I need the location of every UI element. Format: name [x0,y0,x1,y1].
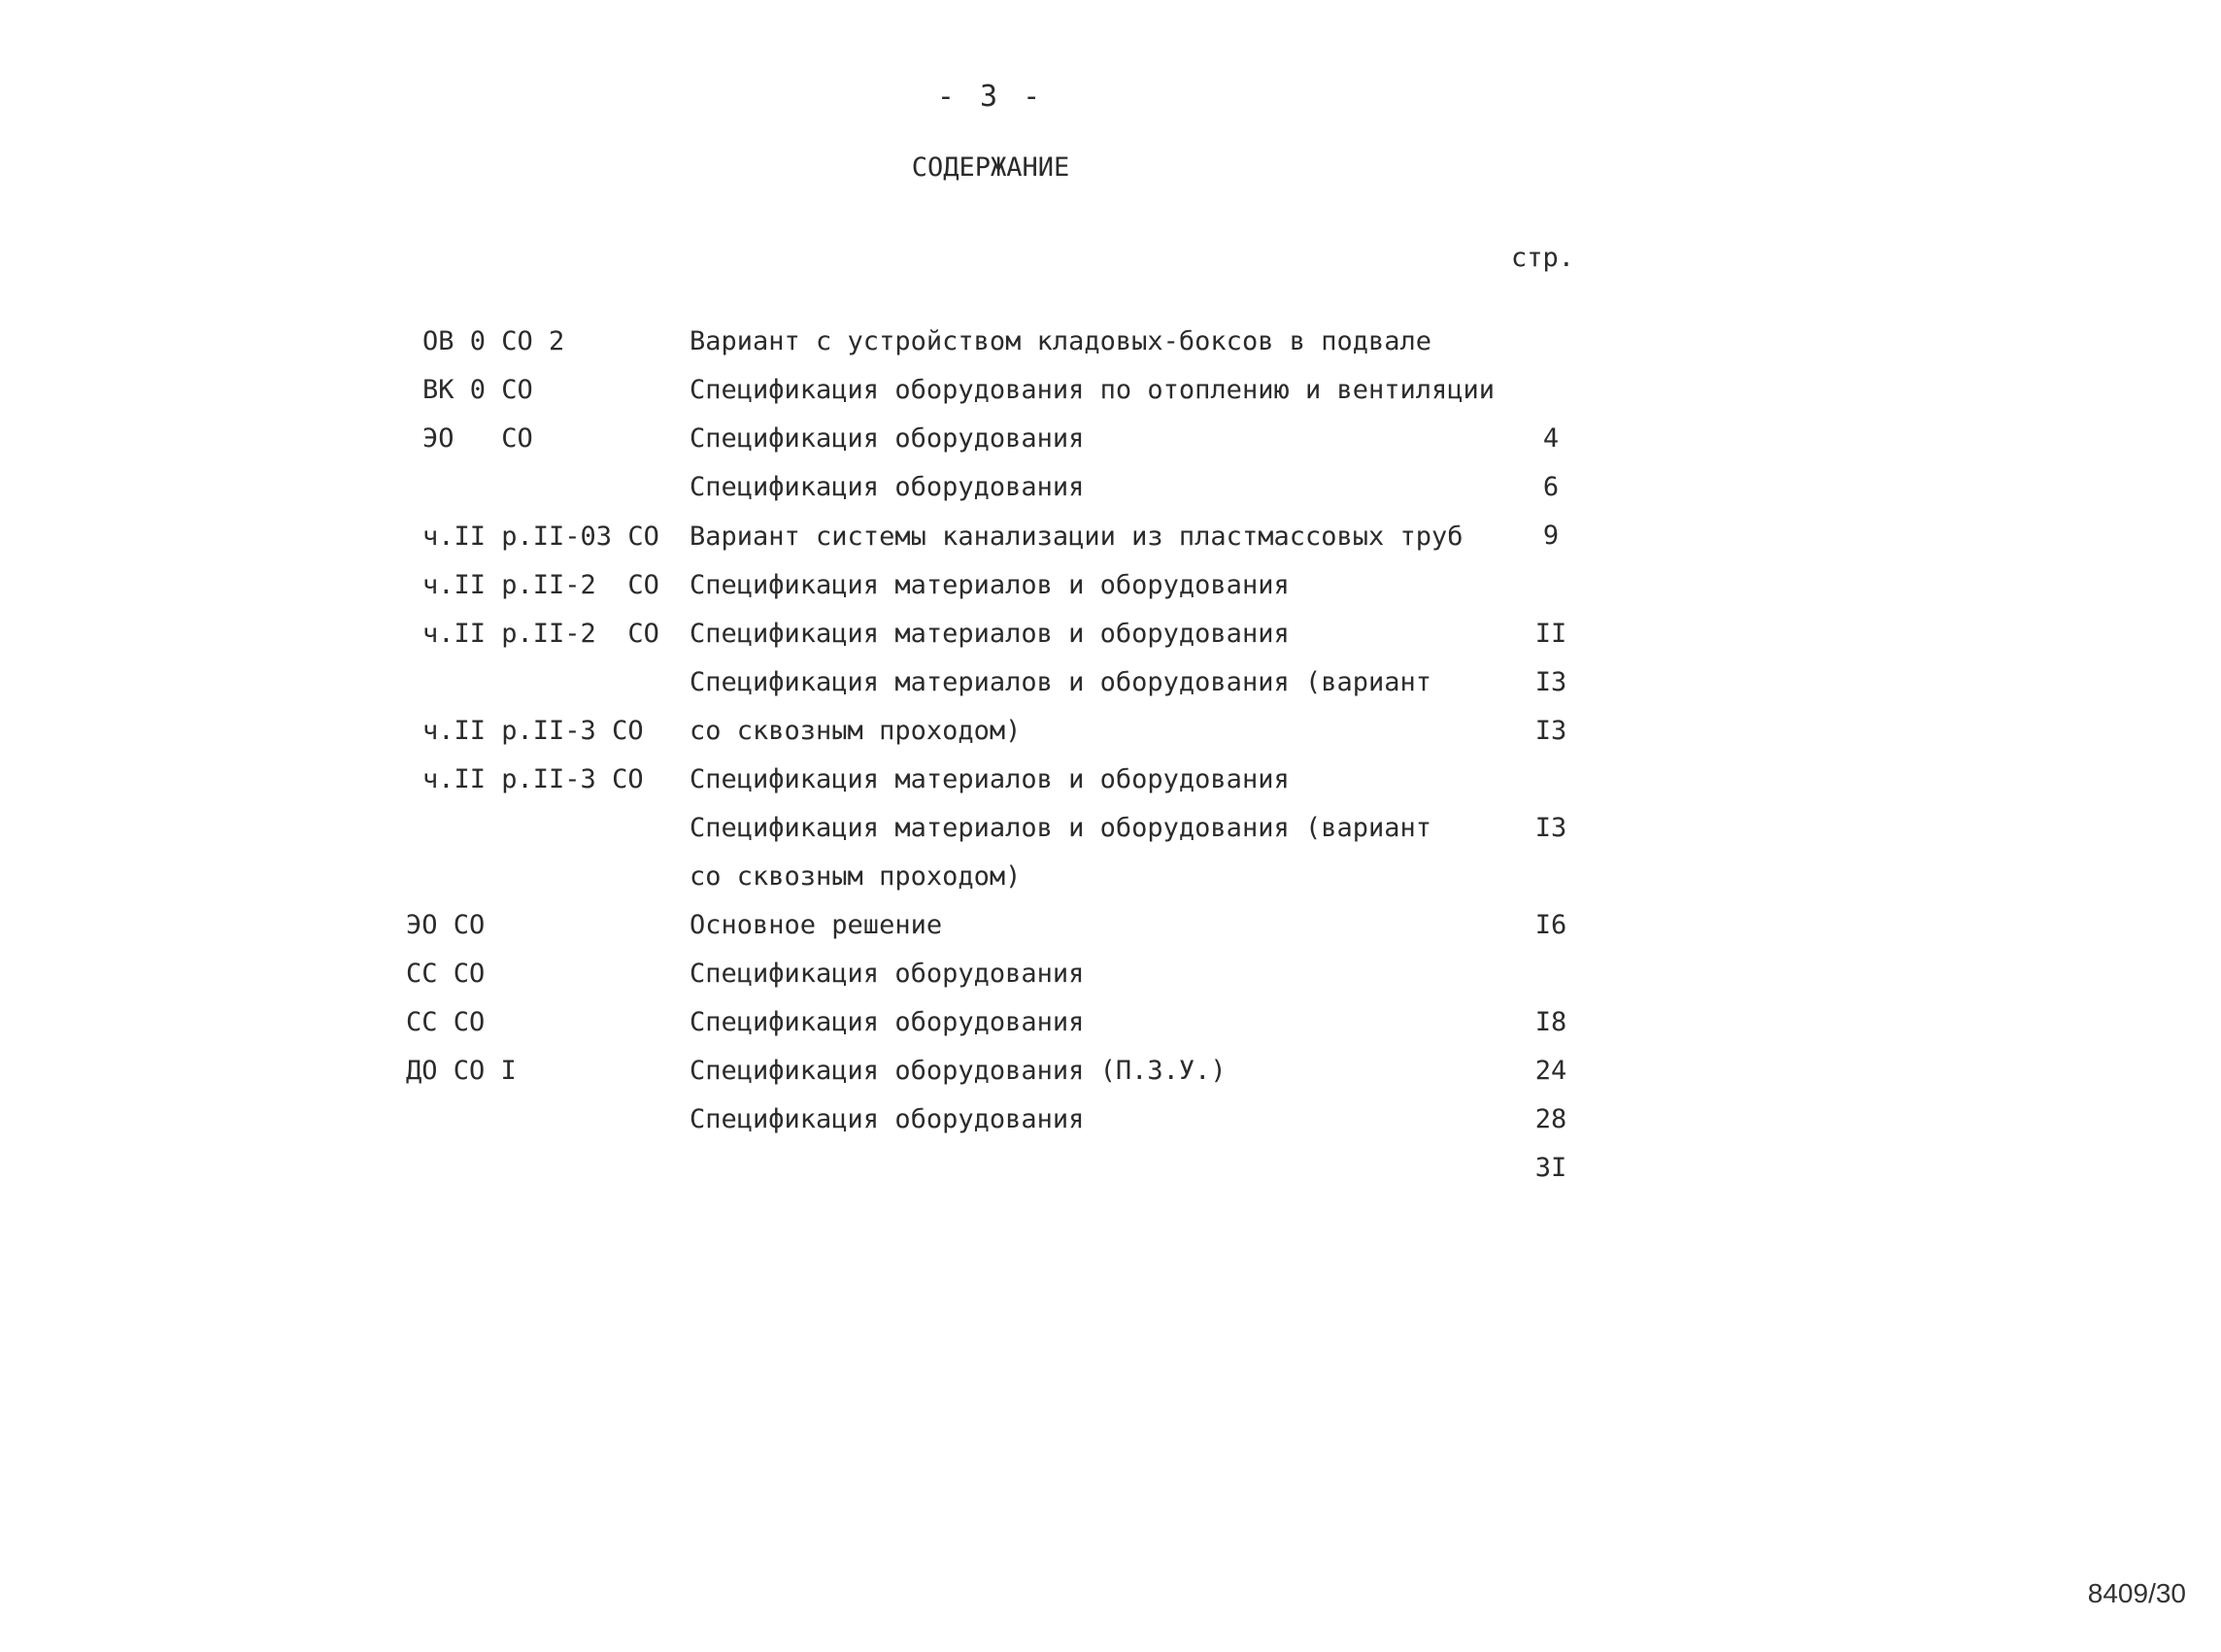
entry-page: 28 [1534,1104,1567,1134]
entry-title: Спецификация оборудования [690,959,1085,989]
entry-title: Спецификация материалов и оборудования (вариант [690,667,1432,697]
document-id: 8409/30 [2087,1578,2186,1608]
entry-page: I3 [1534,667,1567,697]
entry-title: со сквозным проходом) [690,716,1022,746]
entry-title: Спецификация оборудования по отоплению и вентиляции [690,375,1496,405]
entry-page: I6 [1534,910,1567,940]
entry-code: ДО СО I [406,1056,517,1086]
entry-page: 6 [1542,472,1560,502]
entry-title: Вариант системы канализации из пластмассовых труб [690,522,1464,552]
page-number: - 3 - [936,80,1045,114]
entry-code: ч.II р.II-03 СО [422,522,659,552]
entry-page: I3 [1534,716,1567,746]
contents-row [0,707,2221,843]
pages-column-header: стр. [1511,243,1575,273]
entry-page: I3 [1534,813,1567,843]
entry-code: ч.II р.II-3 СО [422,716,644,746]
entry-code: ч.II р.II-2 СО [422,570,659,600]
entry-code: ВК 0 СО [422,375,533,405]
entry-title: Спецификация оборудования [690,472,1085,502]
entry-code: СС СО [406,959,486,989]
entry-page: 4 [1542,423,1560,454]
entry-title: Спецификация материалов и оборудования [690,619,1290,649]
entry-title: со сквозным проходом) [690,861,1022,892]
entry-code: ОВ 0 СО 2 [422,326,565,356]
entry-code: ЭО СО [422,423,533,454]
entry-title: Спецификация материалов и оборудования [690,764,1290,794]
entry-title: Спецификация оборудования [690,1007,1085,1037]
entry-code: ч.II р.II-2 СО [422,619,659,649]
entry-page: 9 [1542,521,1560,551]
entry-page: 3I [1534,1153,1567,1183]
contents-heading: СОДЕРЖАНИЕ [911,152,1070,183]
entry-title: Спецификация оборудования [690,1104,1085,1134]
entry-page: I8 [1534,1007,1567,1037]
entry-title: Спецификация материалов и оборудования (вариант [690,813,1432,843]
entry-code: ч.II р.II-3 СО [422,764,644,794]
entry-code: ЭО СО [406,910,486,940]
entry-page: 24 [1534,1056,1567,1086]
entry-title: Основное решение [690,910,943,940]
entry-title: Спецификация оборудования [690,423,1085,454]
entry-page: II [1534,619,1567,649]
entry-title: Вариант с устройством кладовых-боксов в подвале [690,326,1432,356]
entry-title: Спецификация материалов и оборудования [690,570,1290,600]
entry-code: СС СО [406,1007,486,1037]
entry-title: Спецификация оборудования (П.З.У.) [690,1056,1227,1086]
